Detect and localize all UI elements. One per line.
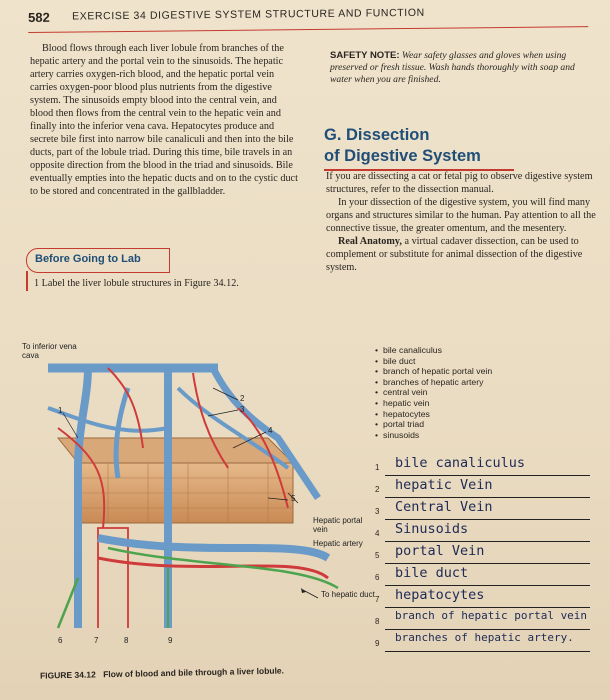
answer-line: [385, 541, 590, 542]
liver-lobule-figure: [18, 328, 588, 681]
dissection-para-1: If you are dissecting a cat or fetal pig to observe digestive system structures, refer to the dissection manual.: [326, 171, 593, 195]
answer-handwriting: branch of hepatic portal vein: [395, 609, 588, 622]
term-item: • hepatic vein: [375, 398, 492, 409]
answer-line: [385, 629, 590, 630]
liver-blood-flow-paragraph: Blood flows through each liver lobule from branches of the hepatic artery and the portal vein to the sinusoids. The hepatic artery carries oxygen-rich blood, and the hepatic portal vein carries oxygen-poor blood plus nutrients from the digestive system. The sinusoids empty blood into the central vein, and blood then flows from the central vein to the hepatic vein and finally into the inferior vena cava. Hepatocytes produce and secrete bile first into narrow bile canaliculi and then into the bile ducts, part of the lobule triad. During this time, bile travels in an opposite direction from the blood in the triad and sinusoids. Bile eventually empties into the hepatic ducts and on to the cystic duct to be stored and concentrated in the gallbladder.: [30, 43, 298, 197]
term-item: • bile canaliculus: [375, 345, 492, 356]
left-column: [30, 42, 300, 198]
term-item: • bile duct: [375, 356, 492, 367]
answer-number: 4: [375, 529, 380, 538]
figure-number: FIGURE 34.12: [39, 669, 96, 681]
section-letter: G.: [324, 126, 342, 144]
before-lab-item: 1 Label the liver lobule structures in Figure 34.12.: [34, 278, 239, 289]
figure-caption-text: Flow of blood and bile through a liver lobule.: [103, 665, 285, 680]
term-item: • hepatocytes: [375, 409, 492, 420]
answer-line: [385, 585, 590, 586]
term-item: • sinusoids: [375, 430, 492, 441]
dissection-para-3: [326, 235, 598, 274]
answer-number: 7: [375, 595, 380, 604]
answer-number: 9: [375, 639, 380, 648]
answer-number: 8: [375, 617, 380, 626]
section-title-line1: Dissection: [346, 126, 430, 144]
answer-handwriting: bile duct: [395, 565, 469, 581]
callout-9: 9: [168, 636, 173, 645]
answer-handwriting: Central Vein: [395, 499, 493, 515]
before-lab-heading: Before Going to Lab: [35, 253, 141, 265]
answer-line: [385, 563, 590, 564]
answer-handwriting: bile canaliculus: [395, 455, 526, 471]
callout-2: 2: [240, 394, 245, 403]
exercise-title: EXERCISE 34 DIGESTIVE SYSTEM STRUCTURE AND FUNCTION: [72, 6, 425, 23]
page-number: 582: [28, 9, 50, 25]
term-item: • branch of hepatic portal vein: [375, 366, 492, 377]
real-anatomy-text: a virtual cadaver dissection, can be used to complement or substitute for animal dissection of the digestive system.: [326, 236, 583, 273]
hepatic-duct-label: To hepatic duct: [321, 590, 375, 599]
answer-number: 3: [375, 507, 380, 516]
before-lab-rule: [26, 271, 28, 291]
right-column: [326, 170, 598, 274]
answer-number: 2: [375, 485, 380, 494]
callout-5: 5: [291, 494, 296, 503]
section-heading: [324, 125, 514, 171]
portal-vein-label: Hepatic portal vein: [313, 516, 363, 534]
section-title-line2: of Digestive System: [324, 147, 481, 165]
callout-1: 1: [58, 406, 63, 415]
term-item: • branches of hepatic artery: [375, 377, 492, 388]
callout-4: 4: [268, 426, 273, 435]
page-header: [28, 0, 588, 33]
answer-handwriting: Sinusoids: [395, 521, 469, 537]
answer-number: 5: [375, 551, 380, 560]
answer-number: 6: [375, 573, 380, 582]
answer-line: [385, 519, 590, 520]
vena-cava-label: To inferior vena cava: [22, 342, 77, 360]
callout-3: 3: [240, 405, 245, 414]
answer-line: [385, 607, 590, 608]
real-anatomy-title: Real Anatomy,: [338, 236, 402, 247]
term-item: • portal triad: [375, 419, 492, 430]
safety-note-label: SAFETY NOTE:: [330, 50, 400, 61]
answer-handwriting: hepatocytes: [395, 587, 485, 603]
hepatic-artery-label: Hepatic artery: [313, 539, 363, 548]
safety-note-text: Wear safety glasses and gloves when using preserved or fresh tissue. Wash hands thoroughly with soap and water when you are finished.: [330, 50, 575, 85]
dissection-para-2: In your dissection of the digestive system, you will find many organs and structures similar to the human. Pay attention to all the connective tissue, the greater omentum, and the mesentery.: [326, 197, 596, 234]
answer-line: [385, 475, 590, 476]
answer-handwriting: hepatic Vein: [395, 477, 493, 493]
answer-line: [385, 497, 590, 498]
answer-number: 1: [375, 463, 380, 472]
callout-7: 7: [94, 636, 99, 645]
before-lab-box: [26, 248, 170, 273]
term-list: [375, 345, 492, 440]
safety-note: [330, 50, 592, 86]
callout-8: 8: [124, 636, 129, 645]
answer-handwriting: branches of hepatic artery.: [395, 631, 574, 644]
callout-6: 6: [58, 636, 63, 645]
answer-handwriting: portal Vein: [395, 543, 485, 559]
answer-line: [385, 651, 590, 652]
term-item: • central vein: [375, 387, 492, 398]
liver-lobule-illustration: [18, 328, 378, 648]
